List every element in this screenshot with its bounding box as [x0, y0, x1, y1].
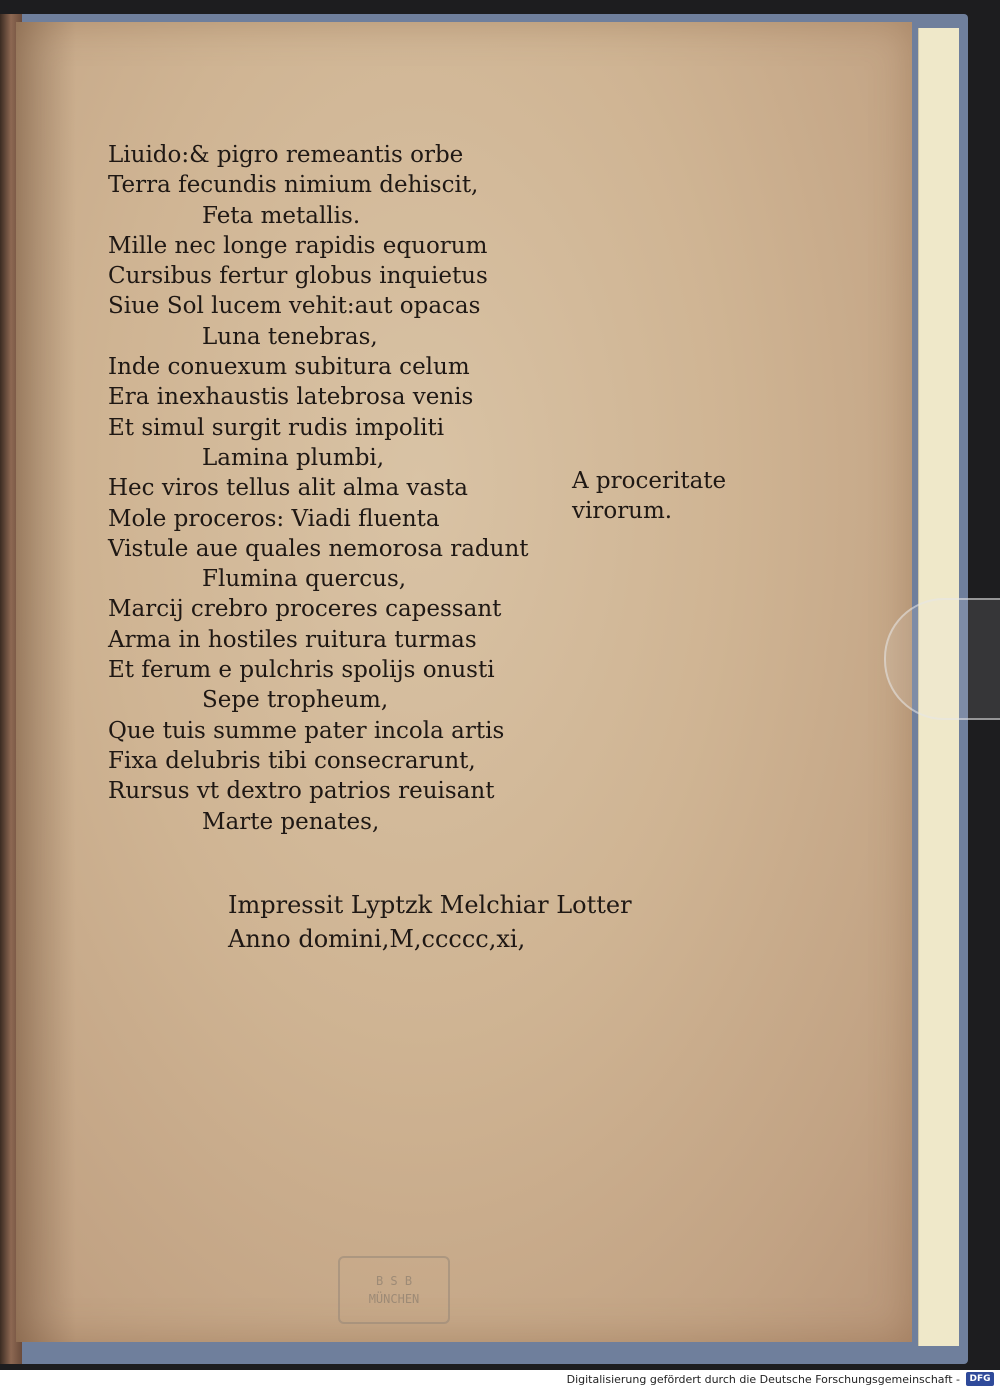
- margin-note-line: virorum.: [572, 498, 673, 524]
- stamp-line: MÜNCHEN: [368, 1292, 420, 1306]
- poem-line: Que tuis summe pater incola artis: [108, 717, 505, 744]
- poem-line: Fixa delubris tibi consecrarunt,: [108, 747, 476, 774]
- poem-line: Era inexhaustis latebrosa venis: [108, 384, 474, 411]
- poem-line: Mille nec longe rapidis equorum: [108, 232, 488, 259]
- poem-line: Marte penates,: [202, 808, 380, 835]
- book-page: [16, 22, 912, 1342]
- poem-line: Lamina plumbi,: [202, 444, 385, 471]
- colophon: [228, 888, 632, 956]
- poem-line: Mole proceros: Viadi fluenta: [108, 505, 440, 532]
- colophon-line: Anno domini,M,ccccc,xi,: [228, 925, 526, 953]
- dfg-logo: DFG: [966, 1372, 994, 1386]
- poem-line: Liuido:& pigro remeantis orbe: [108, 142, 464, 168]
- poem-line: Hec viros tellus alit alma vasta: [108, 475, 469, 502]
- footer-credit: Digitalisierung gefördert durch die Deutsche Forschungsgemeinschaft -: [566, 1373, 960, 1386]
- poem-line: Feta metallis.: [202, 202, 361, 229]
- poem-line: Sepe tropheum,: [202, 687, 389, 714]
- page-clip: [884, 598, 1000, 720]
- stamp-line: B S B: [375, 1274, 413, 1288]
- poem-line: Terra fecundis nimium dehiscit,: [108, 172, 479, 199]
- poem-line: Rursus vt dextro patrios reuisant: [108, 778, 495, 805]
- poem-text: [108, 140, 568, 837]
- poem-line: Arma in hostiles ruitura turmas: [108, 626, 477, 653]
- colophon-line: Impressit Lyptzk Melchiar Lotter: [228, 891, 632, 919]
- poem-line: Et ferum e pulchris spolijs onusti: [108, 657, 495, 684]
- poem-line: Luna tenebras,: [202, 323, 378, 350]
- poem-line: Flumina quercus,: [202, 566, 407, 593]
- library-stamp: [338, 1256, 450, 1324]
- margin-note-line: A proceritate: [572, 468, 727, 494]
- poem-line: Cursibus fertur globus inquietus: [108, 263, 488, 290]
- poem-line: Inde conuexum subitura celum: [108, 354, 470, 381]
- footer-bar: [0, 1370, 1000, 1389]
- poem-line: Marcij crebro proceres capessant: [108, 596, 502, 623]
- poem-line: Et simul surgit rudis impoliti: [108, 414, 445, 441]
- poem-line: Siue Sol lucem vehit:aut opacas: [108, 293, 481, 320]
- poem-line: Vistule aue quales nemorosa radunt: [108, 535, 529, 562]
- margin-note: [572, 466, 726, 526]
